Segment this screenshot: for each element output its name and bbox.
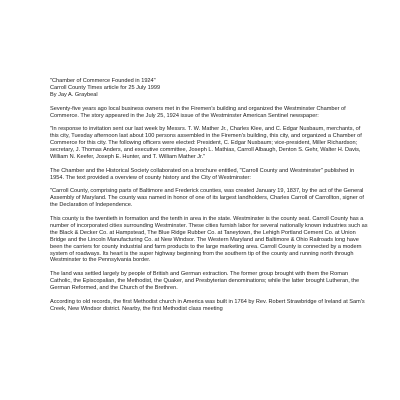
paragraph-county-industry: This county is the twentieth in formation and the tenth in area in the state. Westminster is the county seat. Carroll County has a number of incorporated cities surrounding Westminster. These cities furnish labor for several nationally known industries such as the Black & Decker Co. at Hampstead, The Blue Ridge Rubber Co. at Taneytown, the Lehigh Portland Cement Co. at Union Bridge and the Lincoln Manufacturing Co. at New Windsor. The Western Maryland and Baltimore & Ohio Railroads long have been the carriers for county industrial and farm products to the large marketing area. Carroll County is connected by a modern system of roadways. Its heart is the super highway beginning from the southern tip of the county and running north through Westminster to the Pennsylvania border. — [50, 216, 368, 264]
article-source: Carroll County Times article for 25 July 1999 — [50, 84, 161, 91]
article-title: "Chamber of Commerce Founded in 1924" — [50, 78, 156, 84]
paragraph-intro: Seventy-five years ago local business owners met in the Firemen's building and organized the Westminster Chamber of Commerce. The story appeared in the July 25, 1924 issue of the Westminster American Sentinel newspaper: — [50, 105, 346, 119]
article-header — [50, 78, 368, 99]
document-page — [50, 78, 368, 320]
paragraph-methodist: According to old records, the first Methodist church in America was built in 1764 by Rev. Robert Strawbridge of Ireland at Sam's Creek, New Windsor district. Nearby, the first Methodist class meeting — [50, 298, 365, 312]
paragraph-brochure: The Chamber and the Historical Society collaborated on a brochure entitled, "Carroll County and Westminster" published in 1954. The text provided a overview of county history and the City of Westminster: — [50, 167, 355, 181]
paragraph-quote-1924: "In response to invitation sent our last week by Messrs. T. W. Mather Jr., Charles Klee, and C. Edgar Nusbaum, merchants, of this city, Tuesday afternoon last about 100 persons assembled in the Firemen's building, this city, and organized a Chamber of Commerce for this city. The following officers were elected: President, C. Edgar Nusbaum; vice-president, Miller Richardson; secretary, J. Thomas Anders, and executive committee, Joseph L. Mathias, Carroll Albaugh, Denton S. Gehr, Walter H. Davis, William N. Keefer, Joseph E. Hunter, and T. William Mather Jr." — [50, 126, 362, 160]
paragraph-county-creation: "Carroll County, comprising parts of Baltimore and Frederick counties, was created January 19, 1837, by the act of the General Assembly of Maryland. The county was named in honor of one of its largest landholders, Charles Carroll of Carrollton, signer of the Declaration of Independence. — [50, 188, 364, 209]
article-byline: By Jay A. Graybeal — [50, 91, 98, 98]
paragraph-settlers: The land was settled largely by people of British and German extraction. The former group brought with them the Roman Catholic, the Episcopalian, the Methodist, the Quaker, and Presbyterian denominations; while the latter brought Lutheran, the German Reformed, and the Church of the Brethren. — [50, 271, 360, 292]
